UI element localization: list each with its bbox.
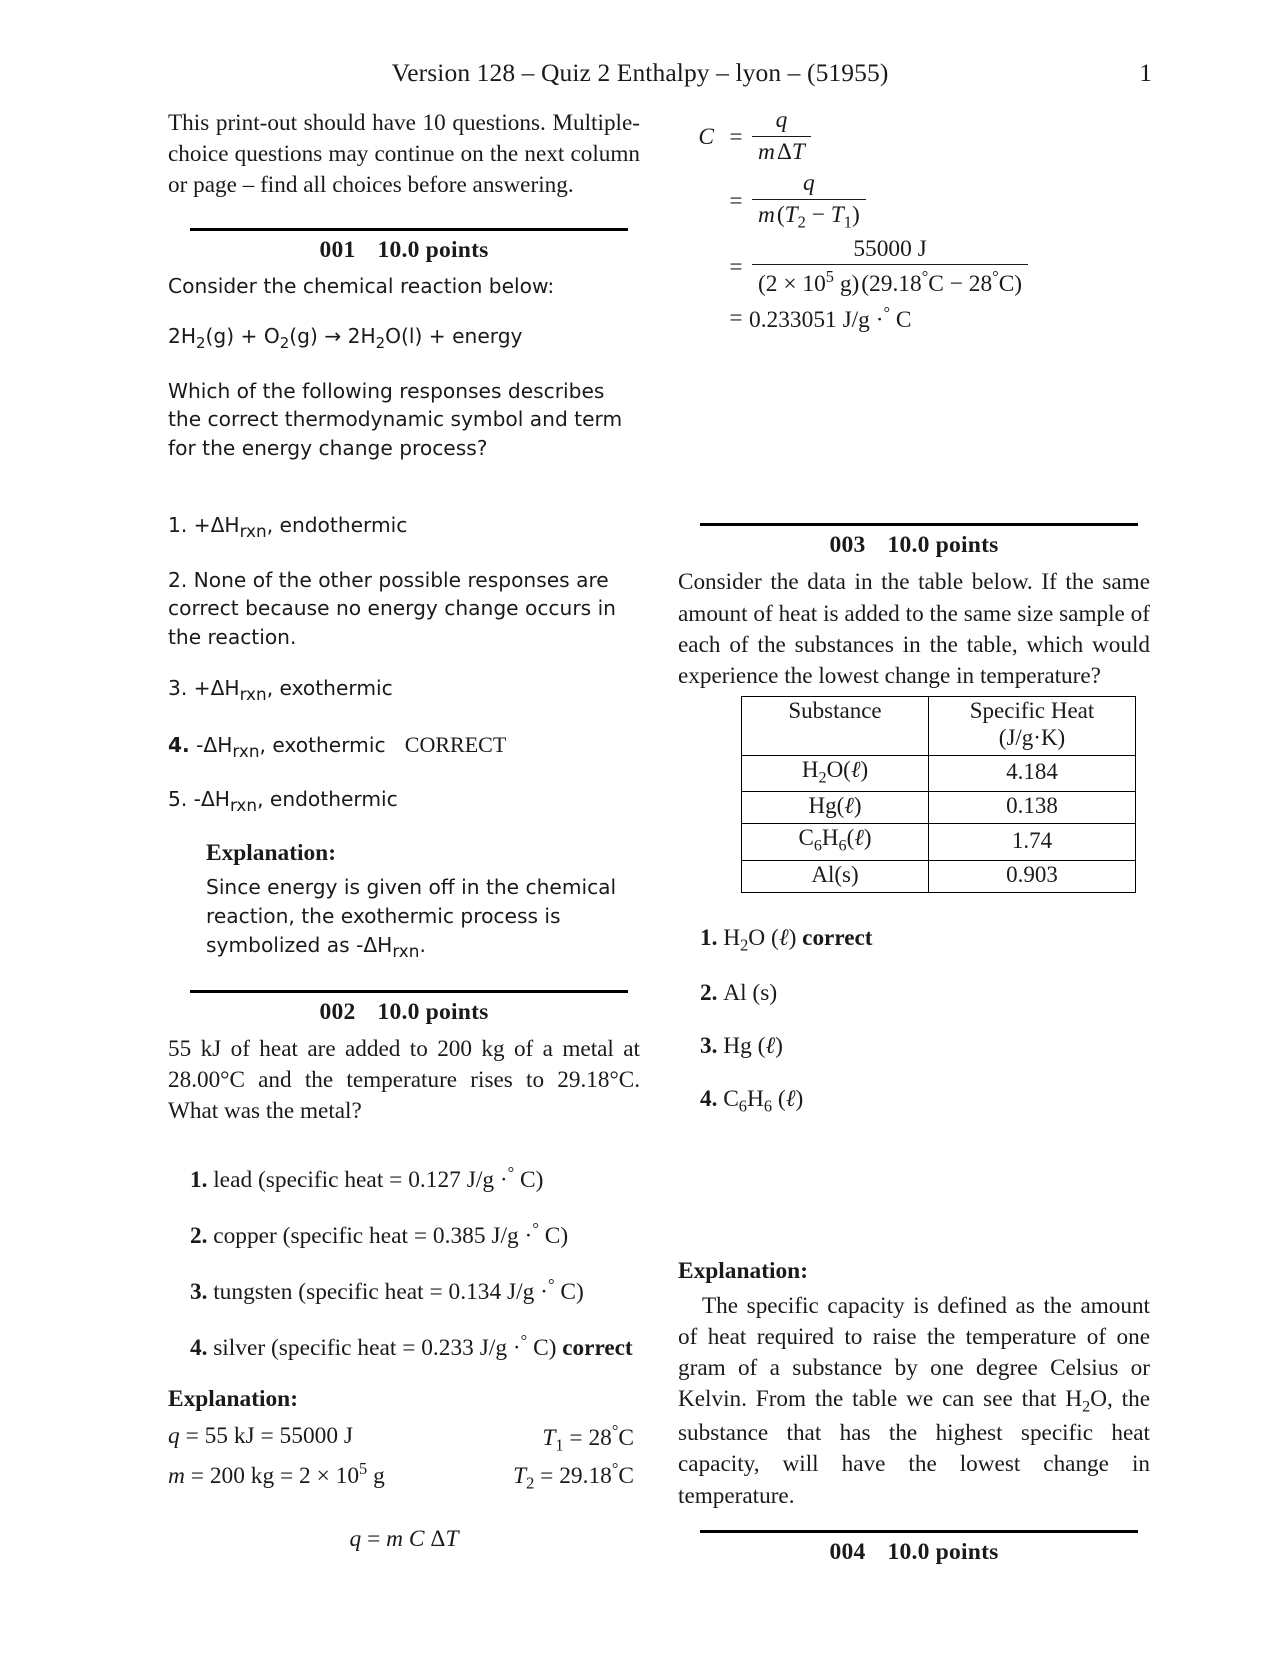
question-004-label (678, 1539, 1150, 1566)
page-header (0, 58, 1280, 92)
cell-substance: $H_2O(\ell)$ (742, 755, 929, 791)
derivation-lhs: C (698, 123, 714, 150)
fraction-2: $\frac{q}{m (T_2 - T_1)}$ (752, 170, 866, 232)
q003-choice-2[interactable]: 2. Al (s) (700, 980, 778, 1007)
question-004-header (678, 1530, 1150, 1566)
question-002-header (168, 990, 640, 1026)
q001-equation: $2H_2(g) + O_2(g) \to 2H_2O(l)$ + energy (168, 324, 523, 353)
derivation-line-2: = $\frac{q}{m (T_2 - T_1)}$ (678, 171, 1150, 233)
q003-explanation-body: The specific capacity is defined as the amount of heat required to raise the temperature of one gram of a substance by one degree Celsius or Kelvin. From the table we can see that $H_2O$, the substance that has the highest specific heat capacity, will have the lowest change in temperature. (678, 1292, 1150, 1509)
choice-number: 1. (700, 924, 718, 951)
choice-number: 1. (168, 512, 188, 537)
right-column (678, 108, 1150, 1574)
q001-explanation-body: Since energy is given off in the chemical reaction, the exothermic process is symbolized as $-\Delta H_{rxn}$. (206, 875, 617, 961)
table-row (742, 860, 1136, 892)
q001-choice-2[interactable]: 2. None of the other possible responses are correct because no energy change occurs in the reaction. (168, 567, 616, 649)
table-row (742, 755, 1136, 791)
choice-number: 1. (190, 1167, 208, 1194)
q002-formula-q: q = m C ΔT (349, 1525, 459, 1552)
header-specific-heat (929, 697, 1136, 756)
cell-substance: Al(s) (742, 860, 929, 892)
correct-marker: correct (562, 1334, 633, 1361)
header-specific-heat-unit: (J/g·K) (998, 725, 1066, 751)
question-002-label (168, 999, 640, 1026)
q002-choice-4[interactable]: 4. silver (specific heat = 0.233 J/g ·° C) correct (190, 1331, 633, 1361)
question-001-label (168, 237, 640, 264)
question-number: 003 (829, 532, 866, 559)
choice-number: 2. (190, 1222, 208, 1249)
cell-value: 0.903 (929, 860, 1136, 892)
cell-value: 4.184 (929, 755, 1136, 791)
fraction-3: $\frac{55000 J}{(2 \times 10^5 g) (29.18^\circ C - 28^\circ C)}$ (752, 236, 1028, 299)
cell-value: 1.74 (929, 824, 1136, 860)
q002-given-row-1 (168, 1419, 640, 1457)
question-003-header (678, 523, 1150, 559)
given-m: m = 200 kg = $2 \times 10^5$ g (168, 1459, 385, 1490)
choice-number: 4. (190, 1334, 208, 1361)
q002-derivation (678, 108, 1150, 333)
choice-number: 3. (190, 1278, 208, 1305)
document-title: Version 128 – Quiz 2 Enthalpy – lyon – (51955) (391, 58, 889, 87)
derivation-result: = 0.233051 J/g ·° C (729, 302, 912, 333)
choice-number: 2. (168, 567, 188, 592)
specific-heat-table-wrapper (678, 692, 1150, 892)
page-number: 1 (1139, 58, 1152, 87)
table-header-row (742, 697, 1136, 756)
fraction-1: $\frac{q}{\text{m ΔT}}$ (752, 107, 811, 166)
q001-explanation-label: Explanation: (206, 840, 336, 867)
q003-choice-4[interactable]: 4. $C_6H_6$ (ℓ) (700, 1086, 804, 1116)
q001-stem-line2: Which of the following responses describes the correct thermodynamic symbol and term for the energy change process? (168, 378, 623, 460)
header-substance: Substance (742, 697, 929, 756)
q002-explanation-label: Explanation: (168, 1385, 298, 1412)
cell-substance: $C_6H_6(\ell)$ (742, 824, 929, 860)
q001-choice-1[interactable]: 1. $+\Delta H_{rxn}$, endothermic (168, 512, 408, 541)
q001-stem-line1: Consider the chemical reaction below: (168, 273, 555, 298)
question-number: 004 (829, 1538, 866, 1565)
section-rule (190, 228, 628, 231)
left-column (168, 108, 640, 1553)
derivation-result-value: 0.233051 J/g ·° C (749, 302, 912, 333)
q002-choice-1[interactable]: 1. lead (specific heat = 0.127 J/g ·° C) (190, 1163, 544, 1194)
derivation-line-1: C = $\frac{q}{\text{m ΔT}}$ (678, 108, 1150, 167)
q003-choice-1[interactable]: 1. $H_2O$ (ℓ) correct (700, 924, 873, 955)
cell-substance: Hg(ℓ) (742, 792, 929, 824)
given-q: q = 55 kJ = 55000 J (168, 1422, 353, 1449)
correct-marker: CORRECT (404, 731, 507, 757)
question-points: 10.0 points (887, 532, 999, 559)
given-t2: $T_2 = 29.18^\circ C$ (513, 1459, 634, 1493)
q001-choice-4[interactable]: 4. $-\Delta H_{rxn}$, exothermic CORRECT (168, 731, 507, 761)
q002-choice-3[interactable]: 3. tungsten (specific heat = 0.134 J/g ·° C) (190, 1275, 584, 1305)
section-rule (700, 1530, 1138, 1533)
q002-stem: 55 kJ of heat are added to 200 kg of a metal at 28.00°C and the temperature rises to 29.18°C. What was the metal? (168, 1035, 640, 1125)
choice-number: 2. (700, 980, 718, 1007)
choice-number: 4. (168, 732, 190, 757)
q002-choice-2[interactable]: 2. copper (specific heat = 0.385 J/g ·° C) (190, 1219, 569, 1249)
table-row (742, 792, 1136, 824)
question-points: 10.0 points (377, 236, 489, 263)
derivation-line-3: = $\frac{55000 J}{(2 \times 10^5 g) (29.18^\circ C - 28^\circ C)}$ (678, 237, 1150, 300)
intro-paragraph: This print-out should have 10 questions. Multiple-choice questions may continue on the next column or page – find all choices before answering. (168, 110, 640, 199)
question-number: 002 (319, 998, 356, 1025)
given-t1: $T_1 = 28^\circ C$ (542, 1420, 634, 1455)
q003-explanation-label: Explanation: (678, 1257, 808, 1284)
q001-choice-5[interactable]: 5. $-\Delta H_{rxn}$, endothermic (168, 787, 398, 816)
choice-number: 5. (168, 787, 188, 812)
table-row (742, 824, 1136, 860)
header-specific-heat-label: Specific Heat (969, 698, 1095, 724)
choice-number: 3. (168, 675, 188, 700)
specific-heat-table (741, 696, 1136, 892)
q003-stem: Consider the data in the table below. If the same amount of heat is added to the same size sample of each of the substances in the table, which would experience the lowest change in temperature? (678, 569, 1150, 689)
question-001-header (168, 228, 640, 264)
question-points: 10.0 points (887, 1538, 999, 1565)
q001-choice-3[interactable]: 3. $+\Delta H_{rxn}$, exothermic (168, 675, 393, 704)
question-points: 10.0 points (377, 998, 489, 1025)
section-rule (190, 990, 628, 993)
q002-given-row-2 (168, 1457, 640, 1495)
section-rule (700, 523, 1138, 526)
choice-number: 3. (700, 1033, 718, 1060)
q003-choice-3[interactable]: 3. Hg (ℓ) (700, 1033, 783, 1060)
choice-number: 4. (700, 1086, 718, 1113)
correct-marker: correct (802, 924, 873, 951)
question-number: 001 (319, 236, 356, 263)
question-003-label (678, 532, 1150, 559)
cell-value: 0.138 (929, 792, 1136, 824)
